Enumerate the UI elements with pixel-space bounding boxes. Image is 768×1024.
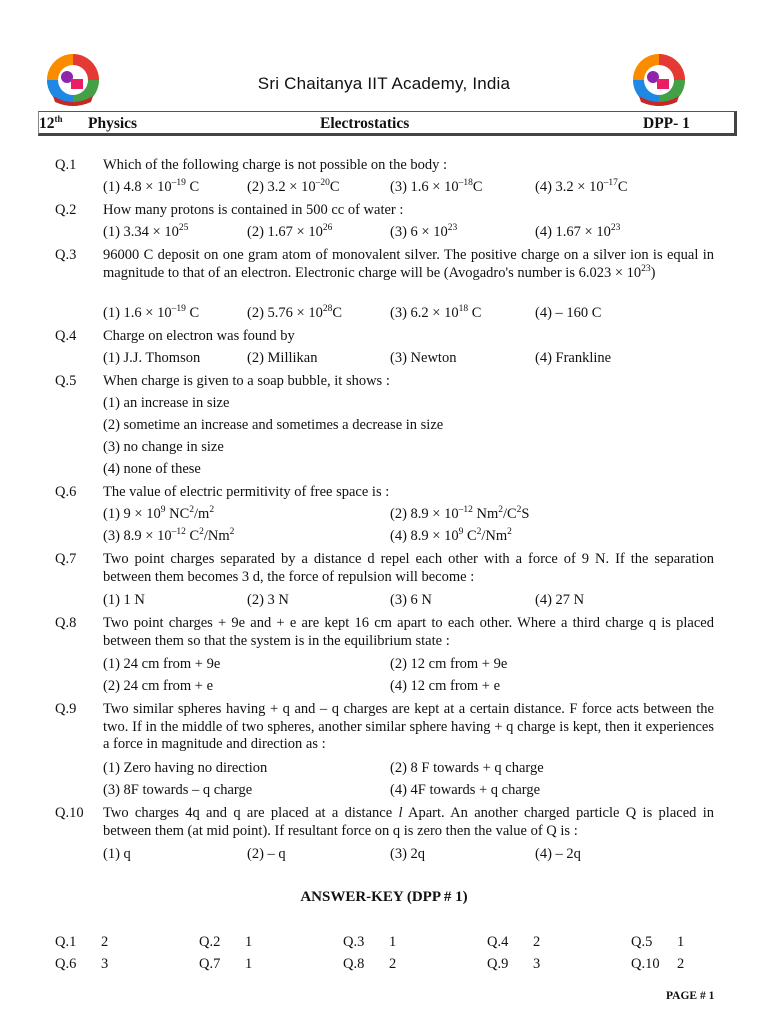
- answer-key-question: Q.5: [631, 934, 653, 950]
- answer-key-value: 1: [245, 934, 253, 950]
- question-text: Two point charges separated by a distance d repel each other with a force of 9 N. If the separation between them becomes 3 d, the force of repulsion will become :: [103, 551, 714, 585]
- page-number: PAGE # 1: [666, 990, 715, 1002]
- answer-option: (1) $3.34 \times 10^{25}$: [103, 223, 189, 240]
- answer-key-value: 1: [389, 934, 397, 950]
- answer-key-entry: [343, 956, 396, 973]
- answer-option: (4) 12 cm from + e: [390, 678, 501, 694]
- question-number: Q.3: [55, 247, 77, 263]
- answer-option: (4) – 2q: [535, 846, 581, 862]
- topic-label: Electrostatics: [320, 115, 410, 132]
- answer-option: (1) q: [103, 846, 131, 862]
- answer-key-entry: [199, 934, 252, 951]
- question-number: Q.8: [55, 615, 77, 631]
- answer-option: (2) $3.2 \times 10^{-20}C$: [247, 178, 340, 195]
- answer-option: (4) $1.67 \times 10^{23}$: [535, 223, 621, 240]
- question-text: Two charges 4q and q are placed at a distance l Apart. An another charged particle Q is placed in between them (at mid point). If resultant force on q is zero then the value of Q is :: [103, 805, 714, 839]
- answer-key-question: Q.1: [55, 934, 77, 950]
- answer-option: (4) – 160 C: [535, 305, 602, 321]
- answer-option: (4) 4F towards + q charge: [390, 782, 541, 798]
- answer-option: (3) $1.6 \times 10^{-18}C$: [390, 178, 483, 195]
- answer-key-entry: [199, 956, 252, 973]
- answer-key-value: 3: [533, 956, 541, 972]
- answer-option: (3) $6.2 \times 10^{18}$ C: [390, 304, 482, 321]
- answer-option: (1) 24 cm from + 9e: [103, 656, 221, 672]
- answer-option: (2) 8 F towards + q charge: [390, 760, 544, 776]
- answer-key-question: Q.4: [487, 934, 509, 950]
- answer-key-value: 2: [101, 934, 109, 950]
- answer-option: (4) Frankline: [535, 350, 612, 366]
- answer-key-value: 2: [389, 956, 397, 972]
- question-number: Q.6: [55, 484, 77, 500]
- answer-option: (1) $9 \times 10^9$ $NC^2/m^2$: [103, 505, 215, 522]
- question-text: When charge is given to a soap bubble, it shows :: [103, 373, 390, 389]
- academy-name: Sri Chaitanya IIT Academy, India: [257, 74, 511, 93]
- answer-option: (4) $3.2 \times 10^{-17}C$: [535, 178, 628, 195]
- answer-key-question: Q.7: [199, 956, 221, 972]
- answer-key-question: Q.9: [487, 956, 509, 972]
- question-text: Two point charges + 9e and + e are kept 16 cm apart to each other. Where a third charge q is placed between them so that the system is in the equilibrium state :: [103, 615, 714, 649]
- answer-option: (2) $8.9 \times 10^{-12}$ $Nm^2/C^2S$: [390, 505, 530, 522]
- question-text: The value of electric permitivity of free space is :: [103, 484, 390, 500]
- answer-option: (3) $8.9 \times 10^{-12}$ $C^2/Nm^2$: [103, 527, 235, 544]
- answer-option: (3) 8F towards – q charge: [103, 782, 253, 798]
- answer-option: (3) $6 \times 10^{23}$: [390, 223, 458, 240]
- answer-option: (1) an increase in size: [103, 395, 230, 411]
- answer-option: (4) none of these: [103, 461, 201, 477]
- class-label: 12th: [39, 114, 63, 132]
- answer-key-value: 1: [245, 956, 253, 972]
- answer-option: (3) Newton: [390, 350, 457, 366]
- question-number: Q.5: [55, 373, 77, 389]
- answer-key-title: ANSWER-KEY (DPP # 1): [300, 889, 468, 905]
- question-text: 96000 C deposit on one gram atom of monovalent silver. The positive charge on a silver ion is equal in magnitude to that of an electron. Electronic charge will be (Avogadro's number is $6.023 \times 10^{23}$): [103, 247, 714, 281]
- answer-key-value: 2: [533, 934, 541, 950]
- answer-option: (3) no change in size: [103, 439, 224, 455]
- answer-option: (2) $1.67 \times 10^{26}$: [247, 223, 333, 240]
- answer-key-question: Q.8: [343, 956, 365, 972]
- answer-option: (1) J.J. Thomson: [103, 350, 201, 366]
- answer-key-entry: [487, 956, 540, 973]
- answer-option: (2) sometime an increase and sometimes a decrease in size: [103, 417, 444, 433]
- answer-key-value: 2: [677, 956, 685, 972]
- question-number: Q.2: [55, 202, 77, 218]
- answer-key-entry: [55, 934, 108, 951]
- answer-option: (2) 3 N: [247, 592, 289, 608]
- answer-key-entry: [631, 934, 684, 951]
- answer-option: (4) $8.9 \times 10^9$ $C^2/Nm^2$: [390, 527, 512, 544]
- question-text: Two similar spheres having + q and – q charges are kept at a certain distance. F force acts between the two. If in the middle of two spheres, another similar sphere having + q charge is kept, then it experiences a force in magnitude and direction as :: [103, 701, 714, 752]
- answer-option: (1) $4.8 \times 10^{-19}$ C: [103, 178, 200, 195]
- answer-key-entry: [343, 934, 396, 951]
- answer-option: (1) 1 N: [103, 592, 145, 608]
- dpp-label: DPP- 1: [643, 115, 690, 132]
- answer-option: (2) Millikan: [247, 350, 318, 366]
- answer-key-value: 3: [101, 956, 109, 972]
- answer-key-question: Q.10: [631, 956, 660, 972]
- question-number: Q.10: [55, 805, 84, 821]
- answer-key-question: Q.2: [199, 934, 221, 950]
- header-band: [38, 111, 737, 136]
- answer-option: (3) 2q: [390, 846, 426, 862]
- answer-option: (2) – q: [247, 846, 286, 862]
- question-text: Which of the following charge is not possible on the body :: [103, 157, 448, 173]
- answer-key-entry: [631, 956, 684, 973]
- answer-option: (1) Zero having no direction: [103, 760, 268, 776]
- answer-option: (2) 12 cm from + 9e: [390, 656, 508, 672]
- question-number: Q.4: [55, 328, 77, 344]
- answer-option: (2) $5.76 \times 10^{28}C$: [247, 304, 343, 321]
- question-number: Q.9: [55, 701, 77, 717]
- question-text: Charge on electron was found by: [103, 328, 295, 344]
- question-number: Q.1: [55, 157, 77, 173]
- answer-key-entry: [487, 934, 540, 951]
- answer-option: (2) 24 cm from + e: [103, 678, 214, 694]
- answer-key-question: Q.6: [55, 956, 77, 972]
- question-number: Q.7: [55, 551, 77, 567]
- answer-key-entry: [55, 956, 108, 973]
- question-text: How many protons is contained in 500 cc of water :: [103, 202, 404, 218]
- answer-option: (1) $1.6 \times 10^{-19}$ C: [103, 304, 200, 321]
- answer-option: (3) 6 N: [390, 592, 432, 608]
- answer-option: (4) 27 N: [535, 592, 585, 608]
- answer-key-question: Q.3: [343, 934, 365, 950]
- answer-key-value: 1: [677, 934, 685, 950]
- subject-label: Physics: [88, 115, 138, 132]
